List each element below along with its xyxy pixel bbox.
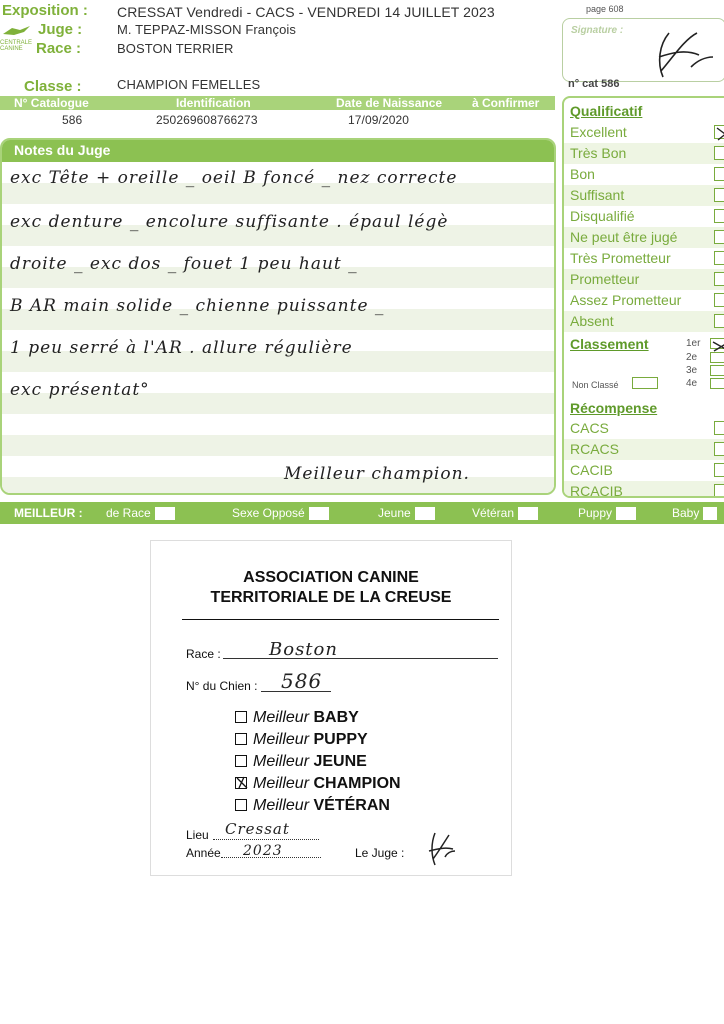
exposition-value: CRESSAT Vendredi - CACS - VENDREDI 14 JUILLET 2023 bbox=[117, 4, 495, 20]
card-lieu-label: Lieu bbox=[186, 828, 209, 842]
signature-box bbox=[562, 18, 724, 82]
tres-bon-checkbox[interactable] bbox=[714, 146, 724, 160]
excellent-checkbox[interactable] bbox=[714, 125, 724, 139]
card-option-veteran[interactable]: Meilleur VÉTÉRAN bbox=[235, 797, 390, 815]
notes-title: Notes du Juge bbox=[2, 140, 554, 162]
qualif-excellent[interactable]: Excellent bbox=[564, 122, 724, 143]
card-divider bbox=[182, 619, 499, 620]
rank-4: 4e bbox=[686, 378, 698, 389]
rank-4-checkbox[interactable] bbox=[710, 378, 724, 389]
signature-mark bbox=[639, 27, 719, 83]
tres-prometteur-checkbox[interactable] bbox=[714, 251, 724, 265]
rank-1: 1er bbox=[686, 338, 701, 349]
card-race-line bbox=[223, 658, 498, 659]
meilleur-puppy[interactable]: Puppy bbox=[578, 506, 636, 520]
card-title-1: ASSOCIATION CANINE bbox=[243, 569, 419, 586]
card-race-value: Boston bbox=[269, 639, 338, 660]
card-option-champion[interactable]: Meilleur CHAMPION bbox=[235, 775, 401, 793]
rcacib-checkbox[interactable] bbox=[714, 484, 724, 498]
confirmer-label: à Confirmer bbox=[472, 96, 540, 110]
recomp-rcacs[interactable]: RCACS bbox=[564, 439, 724, 460]
recomp-cacib[interactable]: CACIB bbox=[564, 460, 724, 481]
jeune-checkbox[interactable] bbox=[235, 755, 247, 767]
note-footer: Meilleur champion. bbox=[284, 464, 470, 484]
veteran-checkbox[interactable] bbox=[235, 799, 247, 811]
baby-checkbox[interactable] bbox=[235, 711, 247, 723]
veteran-checkbox[interactable] bbox=[518, 507, 538, 520]
disqualifie-checkbox[interactable] bbox=[714, 209, 724, 223]
rank-2: 2e bbox=[686, 352, 698, 363]
jeune-checkbox[interactable] bbox=[415, 507, 435, 520]
card-annee-value: 2023 bbox=[243, 843, 283, 859]
card-annee-label: Année bbox=[186, 846, 221, 860]
note-line-1: exc Tête + oreille _ oeil B foncé _ nez correcte bbox=[10, 168, 458, 188]
classement-title: Classement bbox=[570, 336, 649, 352]
qualif-absent[interactable]: Absent bbox=[564, 311, 724, 332]
suffisant-checkbox[interactable] bbox=[714, 188, 724, 202]
race-value: BOSTON TERRIER bbox=[117, 41, 234, 56]
catalogue-value: 586 bbox=[62, 113, 83, 127]
bon-checkbox[interactable] bbox=[714, 167, 724, 181]
champion-checkbox[interactable] bbox=[235, 777, 247, 789]
card-title-2: TERRITORIALE DE LA CREUSE bbox=[210, 589, 452, 606]
card-option-baby[interactable]: Meilleur BABY bbox=[235, 709, 359, 727]
qualif-tres-prometteur[interactable]: Très Prometteur bbox=[564, 248, 724, 269]
meilleur-de-race[interactable]: de Race bbox=[106, 506, 175, 520]
prometteur-checkbox[interactable] bbox=[714, 272, 724, 286]
recompense-title: Récompense bbox=[570, 400, 658, 416]
card-chien-value: 586 bbox=[281, 669, 323, 693]
qualif-bon[interactable]: Bon bbox=[564, 164, 724, 185]
note-line-3: droite _ exc dos _ fouet 1 peu haut _ bbox=[10, 254, 358, 274]
rcacs-checkbox[interactable] bbox=[714, 442, 724, 456]
qualif-tres-bon[interactable]: Très Bon bbox=[564, 143, 724, 164]
qualif-assez-prometteur[interactable]: Assez Prometteur bbox=[564, 290, 724, 311]
qualificatif-title: Qualificatif bbox=[570, 103, 643, 119]
rank-3: 3e bbox=[686, 365, 698, 376]
qualificatif-panel bbox=[562, 96, 724, 498]
puppy-checkbox[interactable] bbox=[235, 733, 247, 745]
catalogue-label: N° Catalogue bbox=[14, 96, 89, 110]
juge-label: Juge : bbox=[38, 21, 83, 38]
page-number: page 608 bbox=[586, 4, 624, 14]
meilleur-label: MEILLEUR : bbox=[14, 506, 83, 520]
assez-prometteur-checkbox[interactable] bbox=[714, 293, 724, 307]
qualif-prometteur[interactable]: Prometteur bbox=[564, 269, 724, 290]
notes-box bbox=[0, 138, 556, 495]
card-option-jeune[interactable]: Meilleur JEUNE bbox=[235, 753, 367, 771]
naissance-value: 17/09/2020 bbox=[348, 113, 410, 127]
puppy-checkbox[interactable] bbox=[616, 507, 636, 520]
rank-3-checkbox[interactable] bbox=[710, 365, 724, 376]
de-race-checkbox[interactable] bbox=[155, 507, 175, 520]
note-line-6: exc présentat° bbox=[10, 380, 150, 400]
race-label: Race : bbox=[36, 40, 82, 57]
absent-checkbox[interactable] bbox=[714, 314, 724, 328]
non-classe-checkbox[interactable] bbox=[632, 377, 658, 389]
classe-value: CHAMPION FEMELLES bbox=[117, 77, 261, 92]
recomp-cacs[interactable]: CACS bbox=[564, 418, 724, 439]
classe-label: Classe : bbox=[24, 78, 82, 95]
baby-checkbox[interactable] bbox=[703, 507, 717, 520]
meilleur-baby[interactable]: Baby bbox=[672, 506, 717, 520]
signature-label: Signature : bbox=[571, 25, 624, 36]
qualif-suffisant[interactable]: Suffisant bbox=[564, 185, 724, 206]
centrale-canine-logo-icon bbox=[2, 24, 32, 36]
exposition-label: Exposition : bbox=[2, 2, 88, 19]
rank-2-checkbox[interactable] bbox=[710, 352, 724, 363]
card-juge-signature bbox=[423, 829, 457, 869]
recomp-rcacib[interactable]: RCACIB bbox=[564, 481, 724, 498]
card-option-puppy[interactable]: Meilleur PUPPY bbox=[235, 731, 368, 749]
card-juge-label: Le Juge : bbox=[355, 846, 405, 860]
note-line-5: 1 peu serré à l'AR . allure régulière bbox=[10, 338, 353, 358]
meilleur-sexe-oppose[interactable]: Sexe Opposé bbox=[232, 506, 329, 520]
card-lieu-value: Cressat bbox=[225, 820, 290, 838]
meilleur-veteran[interactable]: Vétéran bbox=[472, 506, 538, 520]
qualif-disqualifie[interactable]: Disqualifié bbox=[564, 206, 724, 227]
card-chien-label: N° du Chien : bbox=[186, 679, 258, 693]
card-lieu-line bbox=[213, 839, 319, 840]
identification-value: 250269608766273 bbox=[156, 113, 258, 127]
n-cat: n° cat 586 bbox=[568, 78, 620, 90]
identification-label: Identification bbox=[176, 96, 251, 110]
meilleur-bar bbox=[0, 502, 724, 524]
qualif-ne-peut-etre-juge[interactable]: Ne peut être jugé bbox=[564, 227, 724, 248]
association-card bbox=[150, 540, 512, 876]
naissance-label: Date de Naissance bbox=[336, 96, 443, 110]
cacs-checkbox[interactable] bbox=[714, 421, 724, 435]
non-classe-label: Non Classé bbox=[572, 380, 619, 390]
logo-text: CENTRALE CANINE bbox=[0, 40, 33, 52]
cacib-checkbox[interactable] bbox=[714, 463, 724, 477]
juge-value: M. TEPPAZ-MISSON François bbox=[117, 22, 296, 37]
card-race-label: Race : bbox=[186, 647, 221, 661]
note-line-4: B AR main solide _ chienne puissante _ bbox=[10, 296, 385, 316]
meilleur-jeune[interactable]: Jeune bbox=[378, 506, 435, 520]
sexe-oppose-checkbox[interactable] bbox=[309, 507, 329, 520]
note-line-2: exc denture _ encolure suffisante . épaul légè bbox=[10, 212, 449, 232]
ne-peut-etre-juge-checkbox[interactable] bbox=[714, 230, 724, 244]
rank-1-checkbox[interactable] bbox=[710, 338, 724, 349]
